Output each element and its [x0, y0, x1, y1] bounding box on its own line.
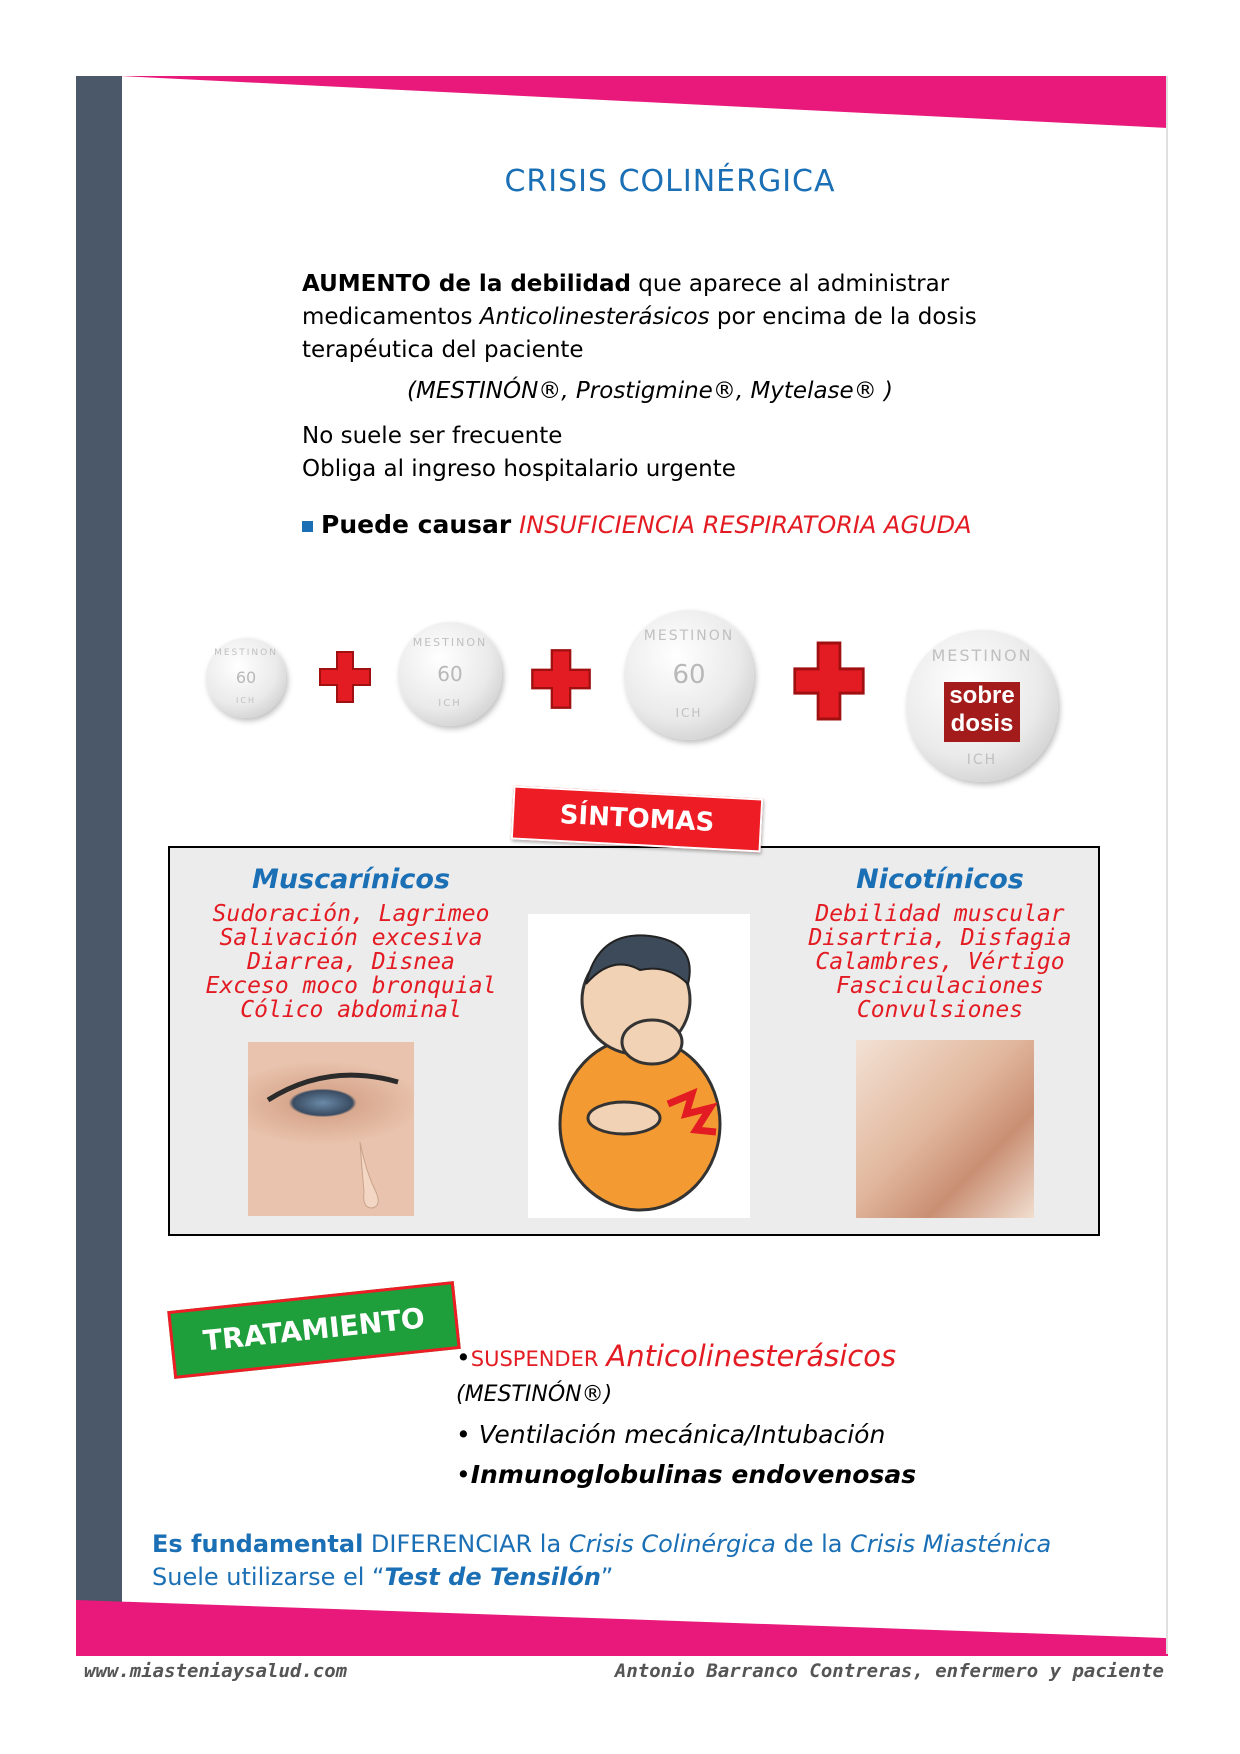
- pill-ring-text: MESTINON: [214, 648, 278, 658]
- brand-list: (MESTINÓN®, Prostigmine®, Mytelase® ): [407, 378, 893, 404]
- crying-eye-image: [248, 1042, 414, 1216]
- cause-red: INSUFICIENCIA RESPIRATORIA AGUDA: [519, 511, 972, 539]
- cause-bold: Puede causar: [321, 510, 512, 539]
- nicotinic-list: [790, 902, 1090, 1022]
- plus-cross-icon: [530, 648, 592, 710]
- intro-bold: AUMENTO de la debilidad: [302, 271, 631, 297]
- treatment-suspend: SUSPENDER: [470, 1347, 599, 1371]
- tensilon-test: Test de Tensilón: [384, 1563, 601, 1591]
- pill-large: [624, 610, 754, 740]
- pill-mark: ICH: [236, 696, 256, 705]
- sick-man-image: [528, 914, 750, 1218]
- symptoms-tag: SÍNTOMAS: [511, 785, 763, 852]
- intro-rest2: por encima de la dosis terapéutica del paciente: [302, 304, 977, 363]
- leg-cramp-image: [856, 1040, 1034, 1218]
- overdose-top: sobre: [949, 682, 1015, 709]
- fundamental-italic: Crisis Colinérgica: [568, 1530, 776, 1558]
- pill-ring-text: MESTINON: [643, 628, 735, 644]
- pill-mark: ICH: [675, 706, 703, 720]
- plus-cross-icon: [792, 640, 866, 722]
- bullet-square-icon: [302, 521, 313, 532]
- treatment-ventilation: Ventilación mecánica/Intubación: [478, 1420, 886, 1449]
- intro-italic: Anticolinesterásicos: [479, 304, 710, 330]
- plus-cross-icon: [318, 650, 372, 704]
- pill-number: 60: [437, 662, 463, 686]
- list-item: Calambres, Vértigo: [815, 949, 1065, 975]
- intro-rest1: que aparece al administrar medicamentos: [302, 271, 950, 330]
- treatment-immunoglobulin: Inmunoglobulinas endovenosas: [470, 1460, 917, 1489]
- treatment-list: [456, 1338, 1016, 1493]
- pill-number: 60: [235, 668, 257, 687]
- list-item: Diarrea, Disnea: [247, 949, 455, 975]
- overdose-label: [944, 682, 1020, 742]
- pill-mark: ICH: [438, 698, 462, 709]
- fundamental-line-2: [152, 1561, 1112, 1594]
- fundamental-bold: Es fundamental: [152, 1530, 364, 1558]
- treatment-item-1: •SUSPENDER Anticolinesterásicos: [456, 1339, 897, 1373]
- pill-ring-text: MESTINON: [412, 636, 488, 649]
- treatment-item-1-sub: (MESTINÓN®): [456, 1382, 613, 1407]
- footer-author: Antonio Barranco Contreras, enfermero y paciente: [614, 1660, 1164, 1682]
- fundamental-text: de la: [775, 1530, 851, 1558]
- list-item: Debilidad muscular: [815, 901, 1065, 927]
- list-item: Salivación excesiva: [219, 925, 483, 951]
- fundamental-text: Suele utilizarse el “: [152, 1563, 385, 1591]
- treatment-drug: Anticolinesterásicos: [606, 1339, 897, 1373]
- pill-number: 60: [672, 660, 706, 690]
- side-bar: [76, 76, 122, 1654]
- page-title: CRISIS COLINÉRGICA: [504, 164, 836, 199]
- nicotinic-heading: Nicotínicos: [856, 864, 1024, 895]
- pill-overdose: [906, 630, 1058, 782]
- pill-small: [206, 638, 286, 718]
- overdose-bottom: dosis: [950, 710, 1014, 737]
- tear-drop-icon: [248, 1042, 414, 1216]
- footer-website[interactable]: www.miasteniaysalud.com: [84, 1660, 348, 1682]
- pill-medium: [398, 622, 502, 726]
- notes: [302, 420, 736, 486]
- list-item: Convulsiones: [856, 997, 1024, 1023]
- fundamental-line-1: [152, 1528, 1112, 1561]
- intro-paragraph: [302, 268, 1002, 367]
- muscarinic-heading: Muscarínicos: [251, 864, 451, 895]
- note-hospital: Obliga al ingreso hospitalario urgente: [302, 456, 736, 482]
- fundamental-text: ”: [600, 1563, 614, 1591]
- fundamental-text: DIFERENCIAR la: [363, 1530, 569, 1558]
- muscarinic-list: [186, 902, 516, 1022]
- pill-mark: ICH: [966, 752, 998, 768]
- treatment-item-2: • Ventilación mecánica/Intubación: [456, 1420, 886, 1449]
- treatment-tag: TRATAMIENTO: [167, 1281, 461, 1379]
- list-item: Exceso moco bronquial: [205, 973, 497, 999]
- cause-line: [302, 510, 972, 539]
- pill-ring-text: MESTINON: [931, 646, 1033, 665]
- note-frequency: No suele ser frecuente: [302, 423, 563, 449]
- treatment-item-3: •Inmunoglobulinas endovenosas: [456, 1460, 917, 1489]
- list-item: Cólico abdominal: [240, 997, 462, 1023]
- list-item: Sudoración, Lagrimeo: [212, 901, 490, 927]
- list-item: Disartria, Disfagia: [808, 925, 1072, 951]
- fundamental-italic: Crisis Miasténica: [850, 1530, 1052, 1558]
- fundamental-note: [152, 1528, 1112, 1594]
- list-item: Fasciculaciones: [836, 973, 1044, 999]
